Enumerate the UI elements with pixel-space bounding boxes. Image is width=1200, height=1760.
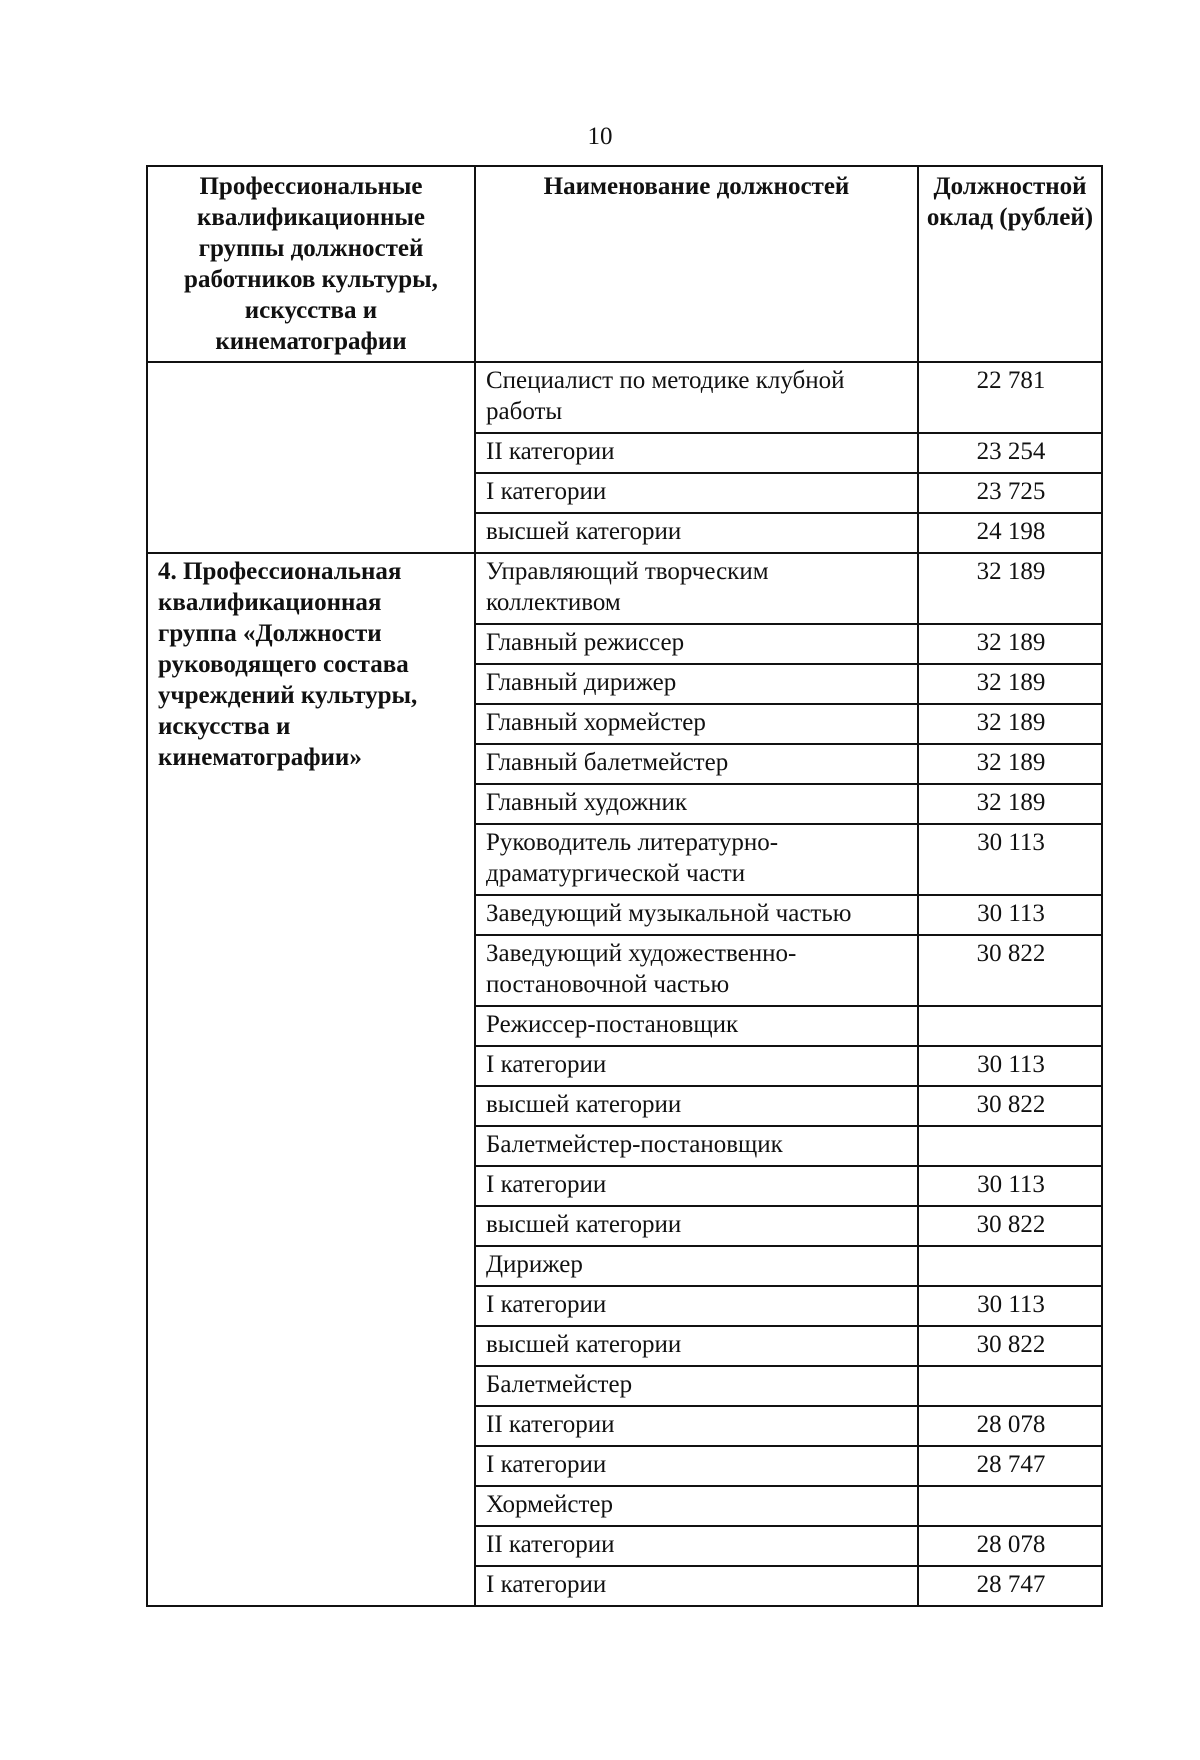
salary-cell	[918, 1246, 1102, 1286]
salary-cell: 32 189	[918, 744, 1102, 784]
position-cell: II категории	[475, 1526, 918, 1566]
salary-cell: 30 822	[918, 935, 1102, 1006]
salary-cell: 30 113	[918, 1046, 1102, 1086]
position-cell: Главный балетмейстер	[475, 744, 918, 784]
table-body	[147, 362, 1102, 1606]
salary-cell: 23 254	[918, 433, 1102, 473]
group-cell-continued	[147, 362, 475, 553]
salary-cell: 22 781	[918, 362, 1102, 433]
position-cell: Заведующий музыкальной частью	[475, 895, 918, 935]
salary-cell: 30 113	[918, 1286, 1102, 1326]
position-cell: Руководитель литературно-драматургической части	[475, 824, 918, 895]
position-cell: высшей категории	[475, 513, 918, 553]
position-cell: I категории	[475, 1286, 918, 1326]
salary-cell: 30 113	[918, 1166, 1102, 1206]
salary-cell: 28 747	[918, 1566, 1102, 1606]
position-cell: I категории	[475, 473, 918, 513]
position-cell: высшей категории	[475, 1086, 918, 1126]
position-cell: Главный режиссер	[475, 624, 918, 664]
header-group: Профессиональные квалификационные группы должностей работников культуры, искусства и кинематографии	[147, 166, 475, 362]
position-cell: Балетмейстер	[475, 1366, 918, 1406]
position-cell: Главный художник	[475, 784, 918, 824]
salary-cell	[918, 1006, 1102, 1046]
salary-cell: 28 747	[918, 1446, 1102, 1486]
position-cell: высшей категории	[475, 1326, 918, 1366]
salary-cell: 28 078	[918, 1526, 1102, 1566]
table-header-row	[147, 166, 1102, 362]
salary-cell: 30 113	[918, 824, 1102, 895]
table-row	[147, 362, 1102, 433]
salary-cell: 23 725	[918, 473, 1102, 513]
salary-cell: 32 189	[918, 664, 1102, 704]
salary-cell: 30 822	[918, 1326, 1102, 1366]
salary-cell: 32 189	[918, 784, 1102, 824]
salary-cell: 32 189	[918, 553, 1102, 624]
salary-cell	[918, 1366, 1102, 1406]
salary-cell: 32 189	[918, 624, 1102, 664]
table-row	[147, 553, 1102, 624]
position-cell: I категории	[475, 1046, 918, 1086]
position-cell: II категории	[475, 1406, 918, 1446]
position-cell: Главный дирижер	[475, 664, 918, 704]
position-cell: высшей категории	[475, 1206, 918, 1246]
position-cell: Дирижер	[475, 1246, 918, 1286]
position-cell: Хормейстер	[475, 1486, 918, 1526]
position-cell: I категории	[475, 1446, 918, 1486]
position-cell: Режиссер-постановщик	[475, 1006, 918, 1046]
salary-cell: 28 078	[918, 1406, 1102, 1446]
position-cell: Заведующий художественно-постановочной частью	[475, 935, 918, 1006]
position-cell: I категории	[475, 1566, 918, 1606]
salary-cell: 30 822	[918, 1206, 1102, 1246]
salary-cell: 24 198	[918, 513, 1102, 553]
header-position: Наименование должностей	[475, 166, 918, 362]
position-cell: Балетмейстер-постановщик	[475, 1126, 918, 1166]
salary-table	[146, 165, 1103, 1607]
header-salary: Должностной оклад (рублей)	[918, 166, 1102, 362]
salary-cell	[918, 1126, 1102, 1166]
position-cell: Специалист по методике клубной работы	[475, 362, 918, 433]
salary-cell: 30 822	[918, 1086, 1102, 1126]
position-cell: Главный хормейстер	[475, 704, 918, 744]
group-cell-4: 4. Профессиональная квалификационная группа «Должности руководящего состава учреждений культуры, искусства и кинематографии»	[147, 553, 475, 1606]
salary-cell: 30 113	[918, 895, 1102, 935]
salary-cell: 32 189	[918, 704, 1102, 744]
page-number: 10	[587, 123, 613, 150]
position-cell: I категории	[475, 1166, 918, 1206]
position-cell: II категории	[475, 433, 918, 473]
salary-cell	[918, 1486, 1102, 1526]
position-cell: Управляющий творческим коллективом	[475, 553, 918, 624]
